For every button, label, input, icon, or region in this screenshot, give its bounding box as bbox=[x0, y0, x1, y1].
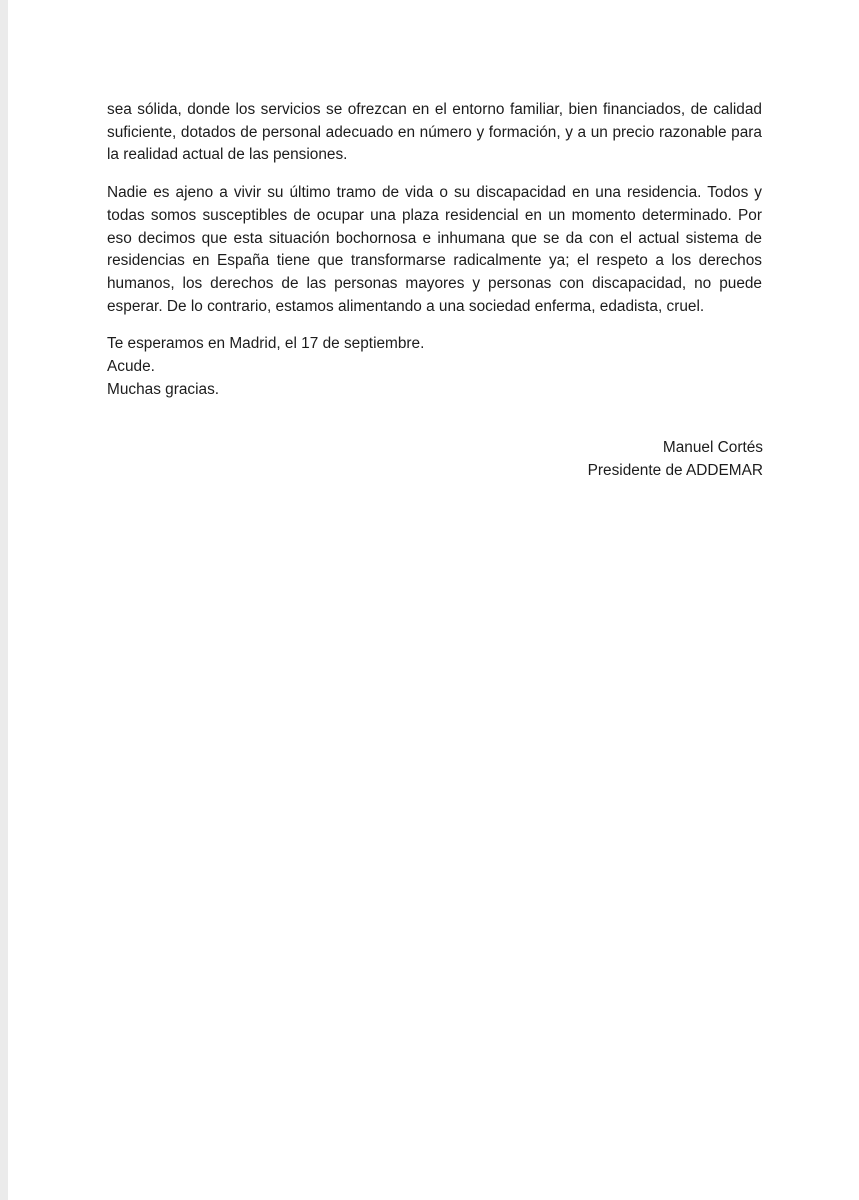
document-page bbox=[8, 0, 859, 1200]
body-paragraph: sea sólida, donde los servicios se ofrezcan en el entorno familiar, bien financiados, de calidad suficiente, dotados de personal adecuado en número y formación, y a un precio razonable para la realidad actual de las pensiones. bbox=[107, 101, 762, 164]
closing-line: Te esperamos en Madrid, el 17 de septiembre. bbox=[107, 335, 425, 353]
signatory-role: Presidente de ADDEMAR bbox=[587, 461, 763, 479]
closing-line: Acude. bbox=[107, 358, 155, 376]
closing-block bbox=[107, 333, 762, 401]
letter-body bbox=[107, 99, 762, 401]
signatory-name: Manuel Cortés bbox=[662, 439, 763, 456]
closing-line: Muchas gracias. bbox=[107, 380, 220, 398]
signature-block bbox=[588, 437, 763, 482]
body-paragraph: Nadie es ajeno a vivir su último tramo de vida o su discapacidad en una residencia. Todos y todas somos susceptibles de ocupar una plaza residencial en un momento determinado. Por eso decimos que esta situación bochornosa e inhumana que se da con el actual sistema de residencias en España tiene que transformarse radicalmente ya; el respeto a los derechos humanos, los derechos de las personas mayores y personas con discapacidad, no puede esperar. De lo contrario, estamos alimentando a una sociedad enferma, edadista, cruel. bbox=[107, 184, 762, 315]
